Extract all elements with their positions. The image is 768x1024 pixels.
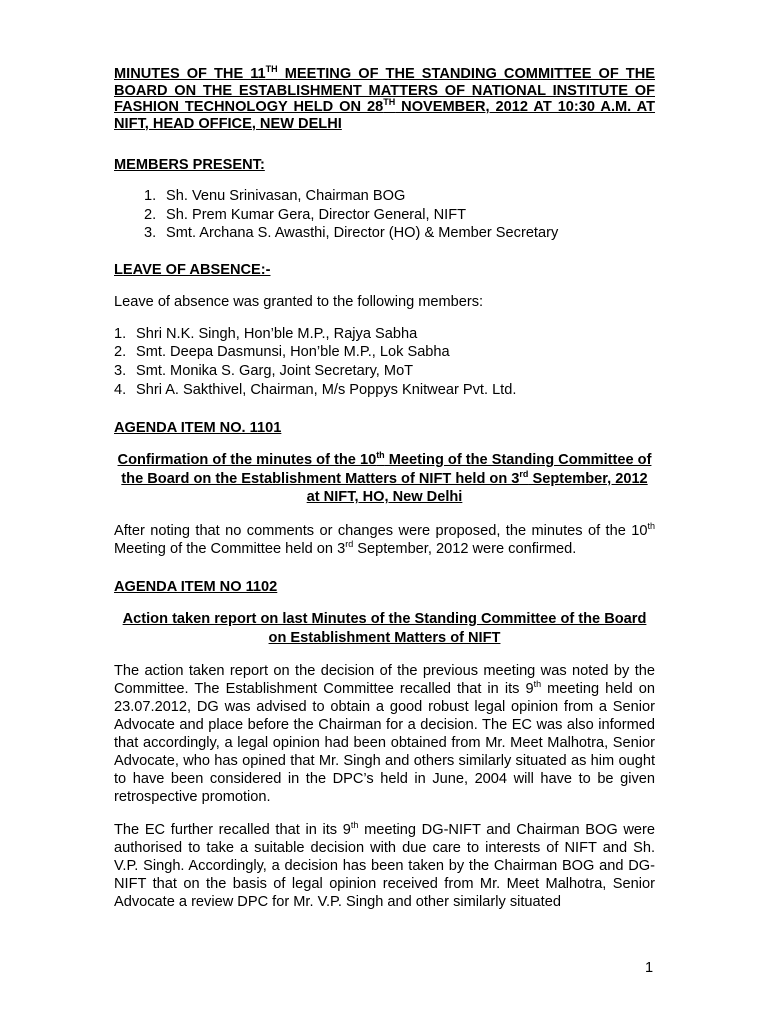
- agenda-1102-paragraph-1: The action taken report on the decision of the previous meeting was noted by the Committee. The Establishment Committee recalled that in its 9th meeting held on 23.07.2012, DG was advised to obtain a good robust legal opinion from a Senior Advocate and place before the Chairman for a decision. The EC was also informed that accordingly, a legal opinion had been obtained from Mr. Meet Malhotra, Senior Advocate, who has opined that Mr. Singh and others similarly situated as him ought to have been considered in the DPC’s held in June, 2004 will have to be given retrospective promotion.: [114, 663, 655, 806]
- list-item: 1. Sh. Venu Srinivasan, Chairman BOG: [144, 188, 406, 204]
- members-present-list: [114, 187, 655, 243]
- list-item: 2. Smt. Deepa Dasmunsi, Hon’ble M.P., Lok Sabha: [114, 344, 450, 361]
- list-item: 1. Shri N.K. Singh, Hon’ble M.P., Rajya Sabha: [114, 325, 418, 342]
- leave-of-absence-heading: LEAVE OF ABSENCE:-: [114, 261, 271, 278]
- document-title: MINUTES OF THE 11TH MEETING OF THE STANDING COMMITTEE OF THE BOARD ON THE ESTABLISHMENT MATTERS OF NATIONAL INSTITUTE OF FASHION TECHNOLOGY HELD ON 28TH NOVEMBER, 2012 AT 10:30 A.M. AT NIFT, HEAD OFFICE, NEW DELHI: [114, 64, 656, 132]
- leave-intro: Leave of absence was granted to the following members:: [114, 293, 484, 310]
- agenda-1102-heading: AGENDA ITEM NO 1102: [114, 578, 278, 595]
- leave-list: [114, 325, 655, 399]
- page-number: 1: [645, 960, 654, 976]
- members-present-heading: MEMBERS PRESENT:: [114, 157, 265, 173]
- agenda-1102-title: Action taken report on last Minutes of the Standing Committee of the Board on Establishment Matters of NIFT: [122, 610, 647, 646]
- list-item: 4. Shri A. Sakthivel, Chairman, M/s Poppys Knitwear Pvt. Ltd.: [114, 381, 517, 398]
- agenda-1101-body: After noting that no comments or changes were proposed, the minutes of the 10th Meeting of the Committee held on 3rd September, 2012 were confirmed.: [114, 521, 655, 557]
- agenda-1101-title: Confirmation of the minutes of the 10th Meeting of the Standing Committee of the Board on the Establishment Matters of NIFT held on 3rd September, 2012 at NIFT, HO, New Delhi: [117, 450, 652, 506]
- list-item: 3. Smt. Archana S. Awasthi, Director (HO) & Member Secretary: [144, 225, 559, 242]
- list-item: 2. Sh. Prem Kumar Gera, Director General, NIFT: [144, 206, 467, 223]
- agenda-1101-heading: AGENDA ITEM NO. 1101: [114, 420, 282, 437]
- agenda-1102-paragraph-2: The EC further recalled that in its 9th meeting DG-NIFT and Chairman BOG were authorised to take a suitable decision with due care to interests of NIFT and Sh. V.P. Singh. Accordingly, a decision has been taken by the Chairman BOG and DG-NIFT that on the basis of legal opinion received from Mr. Meet Malhotra, Senior Advocate a review DPC for Mr. V.P. Singh and other similarly situated: [114, 820, 656, 911]
- list-item: 3. Smt. Monika S. Garg, Joint Secretary, MoT: [114, 362, 414, 379]
- document-page: [114, 66, 655, 911]
